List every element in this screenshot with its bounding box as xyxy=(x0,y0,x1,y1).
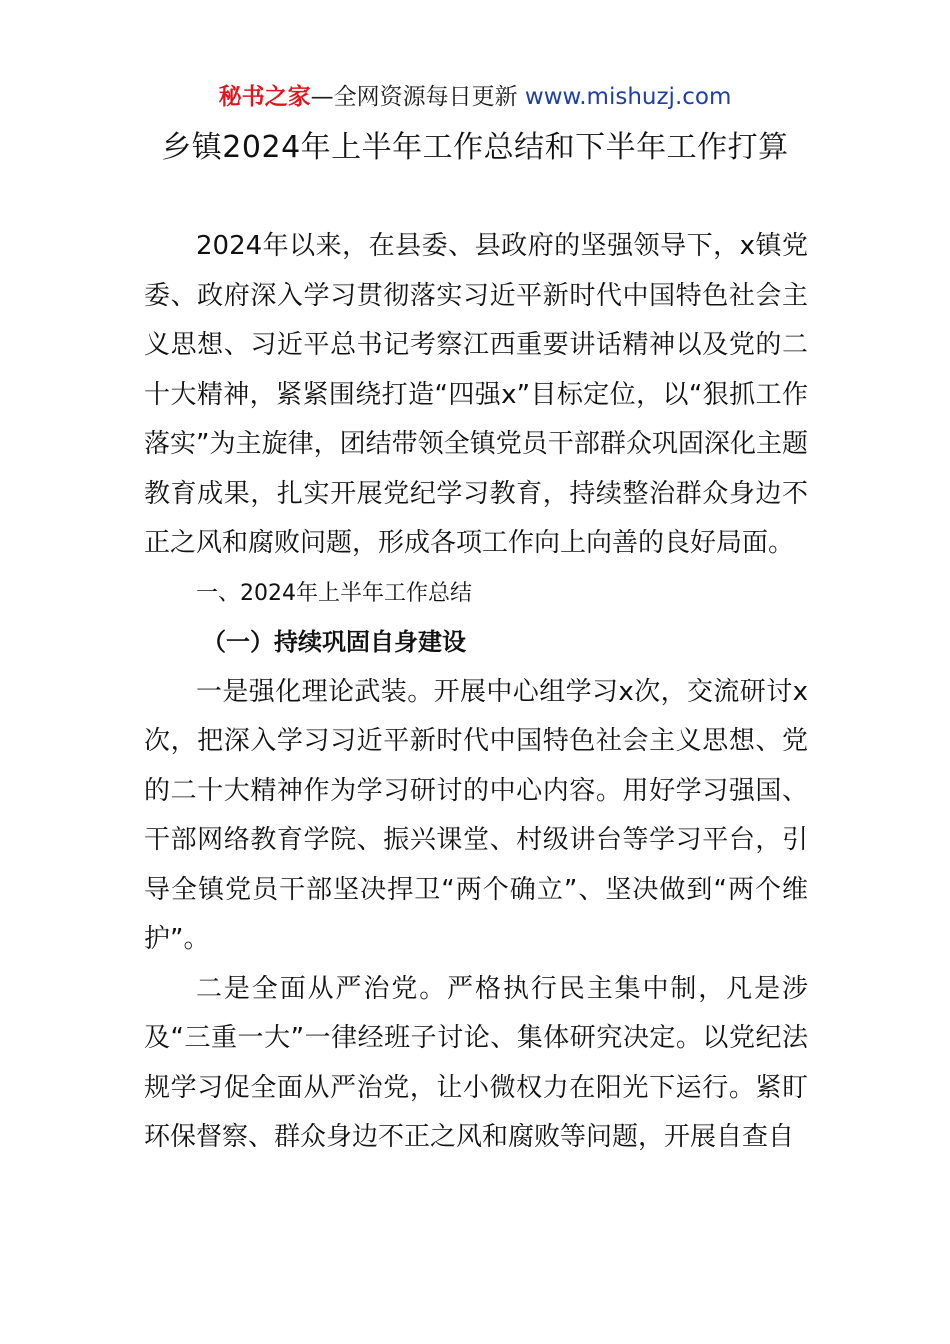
brand-name: 秘书之家 xyxy=(218,84,311,110)
site-url-link[interactable]: www.mishuzj.com xyxy=(524,84,732,110)
paragraph-discipline: 二是全面从严治党。严格执行民主集中制，凡是涉及“三重一大”一律经班子讨论、集体研究决定。以党纪法规学习促全面从严治党，让小微权力在阳光下运行。紧盯环保督察、群众身边不正之风和腐败等问题，开展自查自 xyxy=(144,973,808,1152)
document-body xyxy=(144,222,808,1163)
header-tagline: —全网资源每日更新 xyxy=(310,84,518,110)
intro-paragraph: 2024年以来，在县委、县政府的坚强领导下，x镇党委、政府深入学习贯彻落实习近平新时代中国特色社会主义思想、习近平总书记考察江西重要讲话精神以及党的二十大精神，紧紧围绕打造“四强x”目标定位，以“狠抓工作落实”为主旋律，团结带领全镇党员干部群众巩固深化主题教育成果，扎实开展党纪学习教育，持续整治群众身边不正之风和腐败问题，形成各项工作向上向善的良好局面。 xyxy=(144,231,808,558)
paragraph-theory: 一是强化理论武装。开展中心组学习x次，交流研讨x次，把深入学习习近平新时代中国特色社会主义思想、党的二十大精神作为学习研讨的中心内容。用好学习强国、干部网络教育学院、振兴课堂、村级讲台等学习平台，引导全镇党员干部坚决捍卫“两个确立”、坚决做到“两个维护”。 xyxy=(144,676,808,954)
site-header xyxy=(0,82,950,112)
subsection-heading: （一）持续巩固自身建设 xyxy=(202,628,466,656)
document-title: 乡镇2024年上半年工作总结和下半年工作打算 xyxy=(161,130,789,165)
section-heading: 一、2024年上半年工作总结 xyxy=(196,580,472,606)
